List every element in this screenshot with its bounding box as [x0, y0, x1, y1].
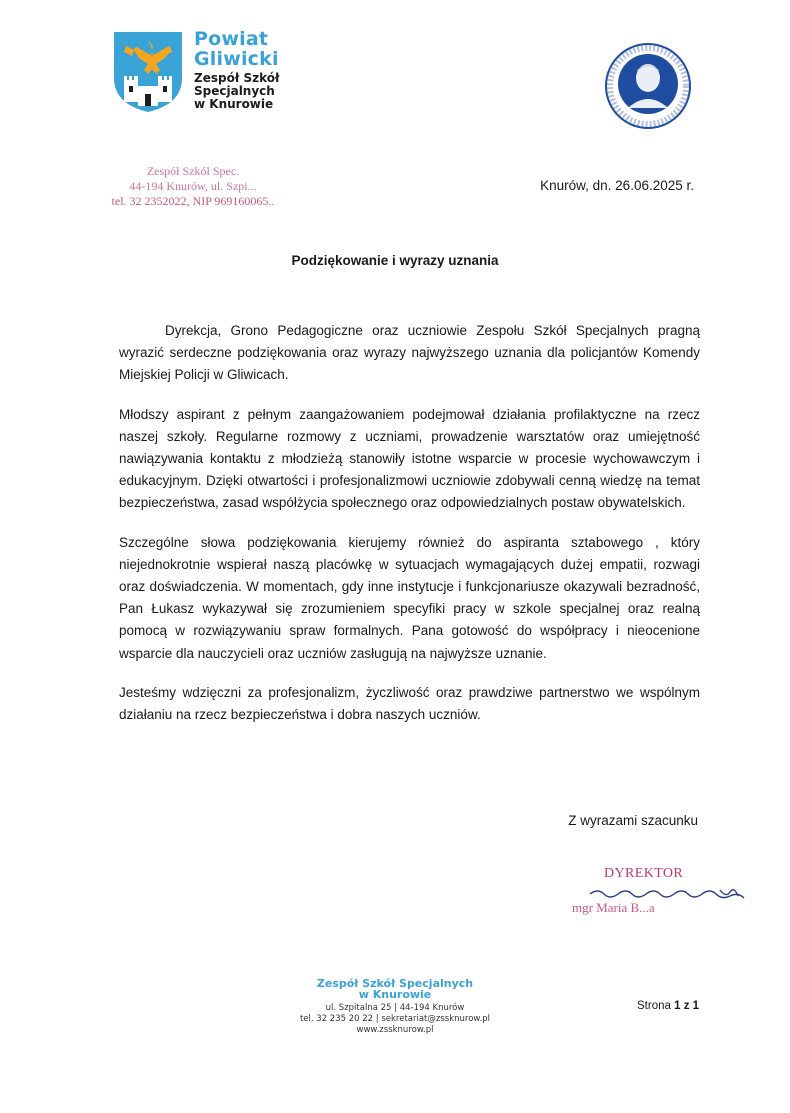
paragraph-2: Młodszy aspirant z pełnym zaangażowaniem podejmował działania profilaktyczne na rzecz naszej szkoły. Regularne rozmowy z uczniami, prowadzenie warsztatów oraz umiejętność nawiązywania kontaktu z młodzieżą stanowiły istotne wsparcie w procesie wychowawczym i edukacyjnym. Dzięki otwartości i profesjonalizmowi uczniowie zdobywali cenną wiedzę na temat bezpieczeństwa, zasad współżycia społecznego oraz odpowiedzialnych postaw obywatelskich.: [119, 406, 700, 511]
page-total: 1: [692, 1000, 700, 1012]
school-name-line1: Zespół Szkół: [194, 71, 280, 85]
footer: [270, 978, 520, 1036]
paragraph-1: Dyrekcja, Grono Pedagogiczne oraz uczniowie Zespołu Szkół Specjalnych pragną wyrazić serdeczne podziękowania oraz wyrazy najwyższego uznania dla policjantów Komendy Miejskiej Policji w Gliwicach.: [119, 323, 700, 383]
page-number: [637, 1000, 699, 1012]
school-patron-badge-icon: [604, 42, 692, 130]
coat-of-arms-icon: [112, 30, 184, 114]
page-current: 1: [674, 1000, 681, 1012]
director-name-stamp: mgr Maria B...a: [572, 900, 655, 915]
closing-phrase: Z wyrazami szacunku: [568, 813, 698, 828]
footer-school-name: Zespół Szkół Specjalnych: [316, 977, 474, 990]
page-prefix: Strona: [637, 1000, 671, 1012]
footer-school-city: w Knurowie: [358, 988, 432, 1001]
stamp-line2: 44-194 Knurów, ul. Szpi...: [129, 179, 257, 193]
page-separator: z: [683, 1000, 690, 1012]
paragraph-4: Jesteśmy wdzięczni za profesjonalizm, życzliwość oraz prawdziwe partnerstwo we wspólnym działaniu na rzecz bezpieczeństwa i dobra naszych uczniów.: [119, 684, 700, 723]
letter-body: [119, 320, 700, 743]
director-stamp-title: DYREKTOR: [604, 866, 684, 881]
school-name-line2: Specjalnych: [194, 84, 275, 98]
school-name-line3: w Knurowie: [194, 97, 274, 111]
paragraph-3: Szczególne słowa podziękowania kierujemy również do aspiranta sztabowego , który niejednokrotnie wspierał naszą placówkę w sytuacjach wymagających dużej empatii, rozwagi oraz doświadczenia. W momentach, gdy inne instytucje i funkcjonariusze okazywali bezradność, Pan Łukasz wykazywał się zrozumieniem specyfiki pracy w szkole specjalnej oraz realną pomocą w rozwiązywaniu spraw formalnych. Pana gotowość do współpracy i nieocenione wsparcie dla nauczycieli oraz uczniów zasługują na najwyższe uznanie.: [119, 534, 700, 661]
brand-line-powiat: Powiat: [194, 28, 269, 50]
footer-contact: tel. 32 235 20 22 | sekretariat@zssknurow.pl: [299, 1014, 491, 1024]
footer-address: ul. Szpitalna 25 | 44-194 Knurów: [325, 1003, 465, 1013]
footer-website: www.zssknurow.pl: [356, 1025, 434, 1035]
powiat-logo: [112, 30, 312, 120]
letter-title: Podziękowanie i wyrazy uznania: [291, 253, 499, 268]
letter-date: Knurów, dn. 26.06.2025 r.: [540, 178, 694, 193]
stamp-line1: Zespół Szkół Spec.: [146, 164, 240, 178]
brand-line-gliwicki: Gliwicki: [194, 48, 279, 70]
stamp-line3: tel. 32 2352022, NIP 969160065..: [111, 194, 275, 208]
school-stamp: [98, 164, 288, 209]
